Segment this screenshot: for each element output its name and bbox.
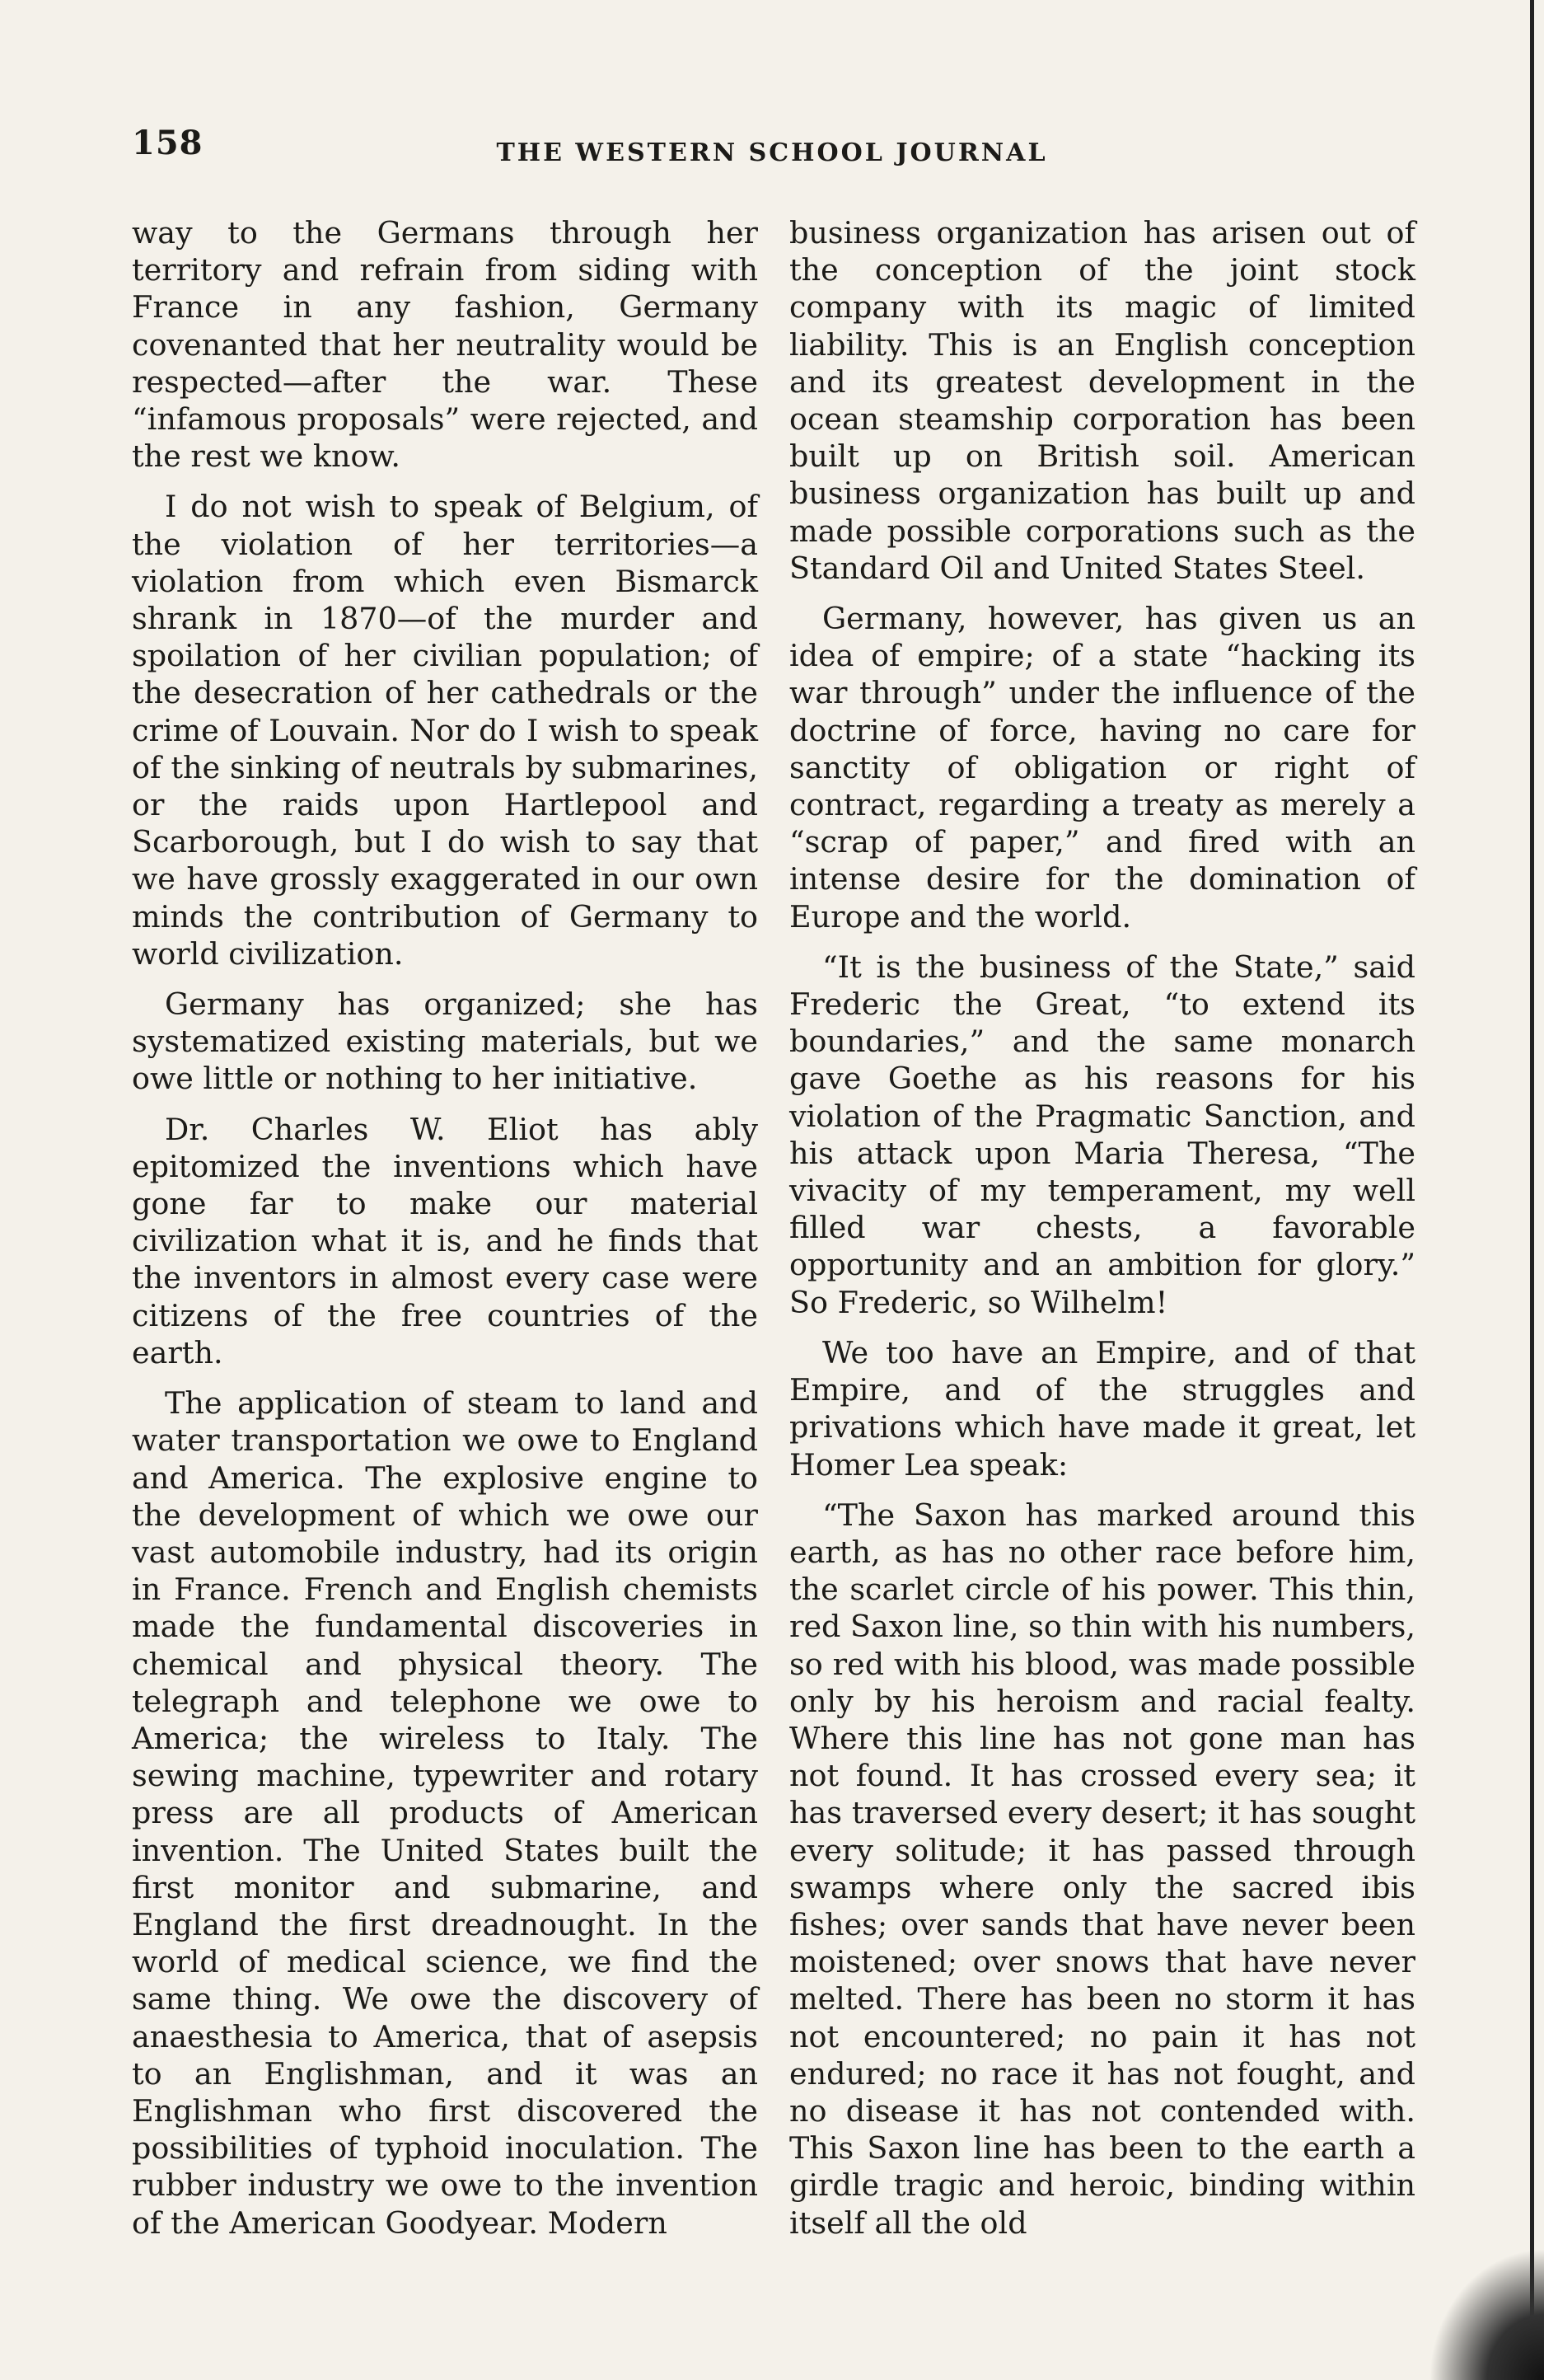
- paragraph: I do not wish to speak of Belgium, of the violation of her territories—a violation from which even Bismarck shrank in 1870—of the murder and spoilation of her civilian population; of the desecration of her cathedrals or the crime of Louvain. Nor do I wish to speak of the sinking of neutrals by submarines, or the raids upon Hartlepool and Scarborough, but I do wish to say that we have grossly exaggerated in our own minds the contribution of Germany to world civilization.: [132, 489, 758, 972]
- right-column: [789, 214, 1415, 2255]
- paragraph: “The Saxon has marked around this earth, as has no other race before him, the scarlet circle of his power. This thin, red Saxon line, so thin with his numbers, so red with his blood, was made possible only by his heroism and racial fealty. Where this line has not gone man has not found. It has crossed every sea; it has traversed every desert; it has sought every solitude; it has passed through swamps where only the sacred ibis fishes; over sands that have never been moistened; over snows that have never melted. There has been no storm it has not encountered; no pain it has not endured; no race it has not fought, and no disease it has not contended with. This Saxon line has been to the earth a girdle tragic and heroic, binding within itself all the old: [789, 1497, 1415, 2241]
- left-column: [132, 214, 758, 2255]
- running-head: THE WESTERN SCHOOL JOURNAL: [496, 138, 1048, 167]
- paragraph: Germany has organized; she has systematized existing materials, but we owe little or nothing to her initiative.: [132, 986, 758, 1097]
- paragraph: “It is the business of the State,” said Frederic the Great, “to extend its boundaries,” and the same monarch gave Goethe as his reasons for his violation of the Pragmatic Sanction, and his attack upon Maria Theresa, “The vivacity of my temperament, my well filled war chests, a favorable opportunity and an ambition for glory.” So Frederic, so Wilhelm!: [789, 949, 1415, 1320]
- paragraph: Germany, however, has given us an idea of empire; of a state “hacking its war through” under the influence of the doctrine of force, having no care for sanctity of obligation or right of contract, regarding a treaty as merely a “scrap of paper,” and fired with an intense desire for the domination of Europe and the world.: [789, 601, 1415, 935]
- scan-corner-smudge: [1429, 2248, 1544, 2380]
- paragraph: The application of steam to land and water transportation we owe to England and America. The explosive engine to the development of which we owe our vast automobile industry, had its origin in France. French and English chemists made the fundamental discoveries in chemical and physical theory. The telegraph and telephone we owe to America; the wireless to Italy. The sewing machine, typewriter and rotary press are all products of American invention. The United States built the first monitor and submarine, and England the first dreadnought. In the world of medical science, we find the same thing. We owe the discovery of anaesthesia to America, that of asepsis to an Englishman, and it was an Englishman who first discovered the possibilities of typhoid inoculation. The rubber industry we owe to the invention of the American Goodyear. Modern: [132, 1385, 758, 2241]
- paragraph: We too have an Empire, and of that Empire, and of the struggles and privations which have made it great, let Homer Lea speak:: [789, 1334, 1415, 1483]
- paragraph: way to the Germans through her territory and refrain from siding with France in any fashion, Germany covenanted that her neutrality would be respected—after the war. These “infamous proposals” were rejected, and the rest we know.: [132, 215, 758, 475]
- paragraph: Dr. Charles W. Eliot has ably epitomized the inventions which have gone far to make our material civilization what it is, and he finds that the inventors in almost every case were citizens of the free countries of the earth.: [132, 1111, 758, 1370]
- paragraph: business organization has arisen out of the conception of the joint stock company with its magic of limited liability. This is an English conception and its greatest development in the ocean steamship corporation has been built up on British soil. American business organization has built up and made possible corporations such as the Standard Oil and United States Steel.: [789, 215, 1415, 586]
- scan-edge-rule: [1530, 0, 1534, 2324]
- page-number: 158: [132, 124, 204, 162]
